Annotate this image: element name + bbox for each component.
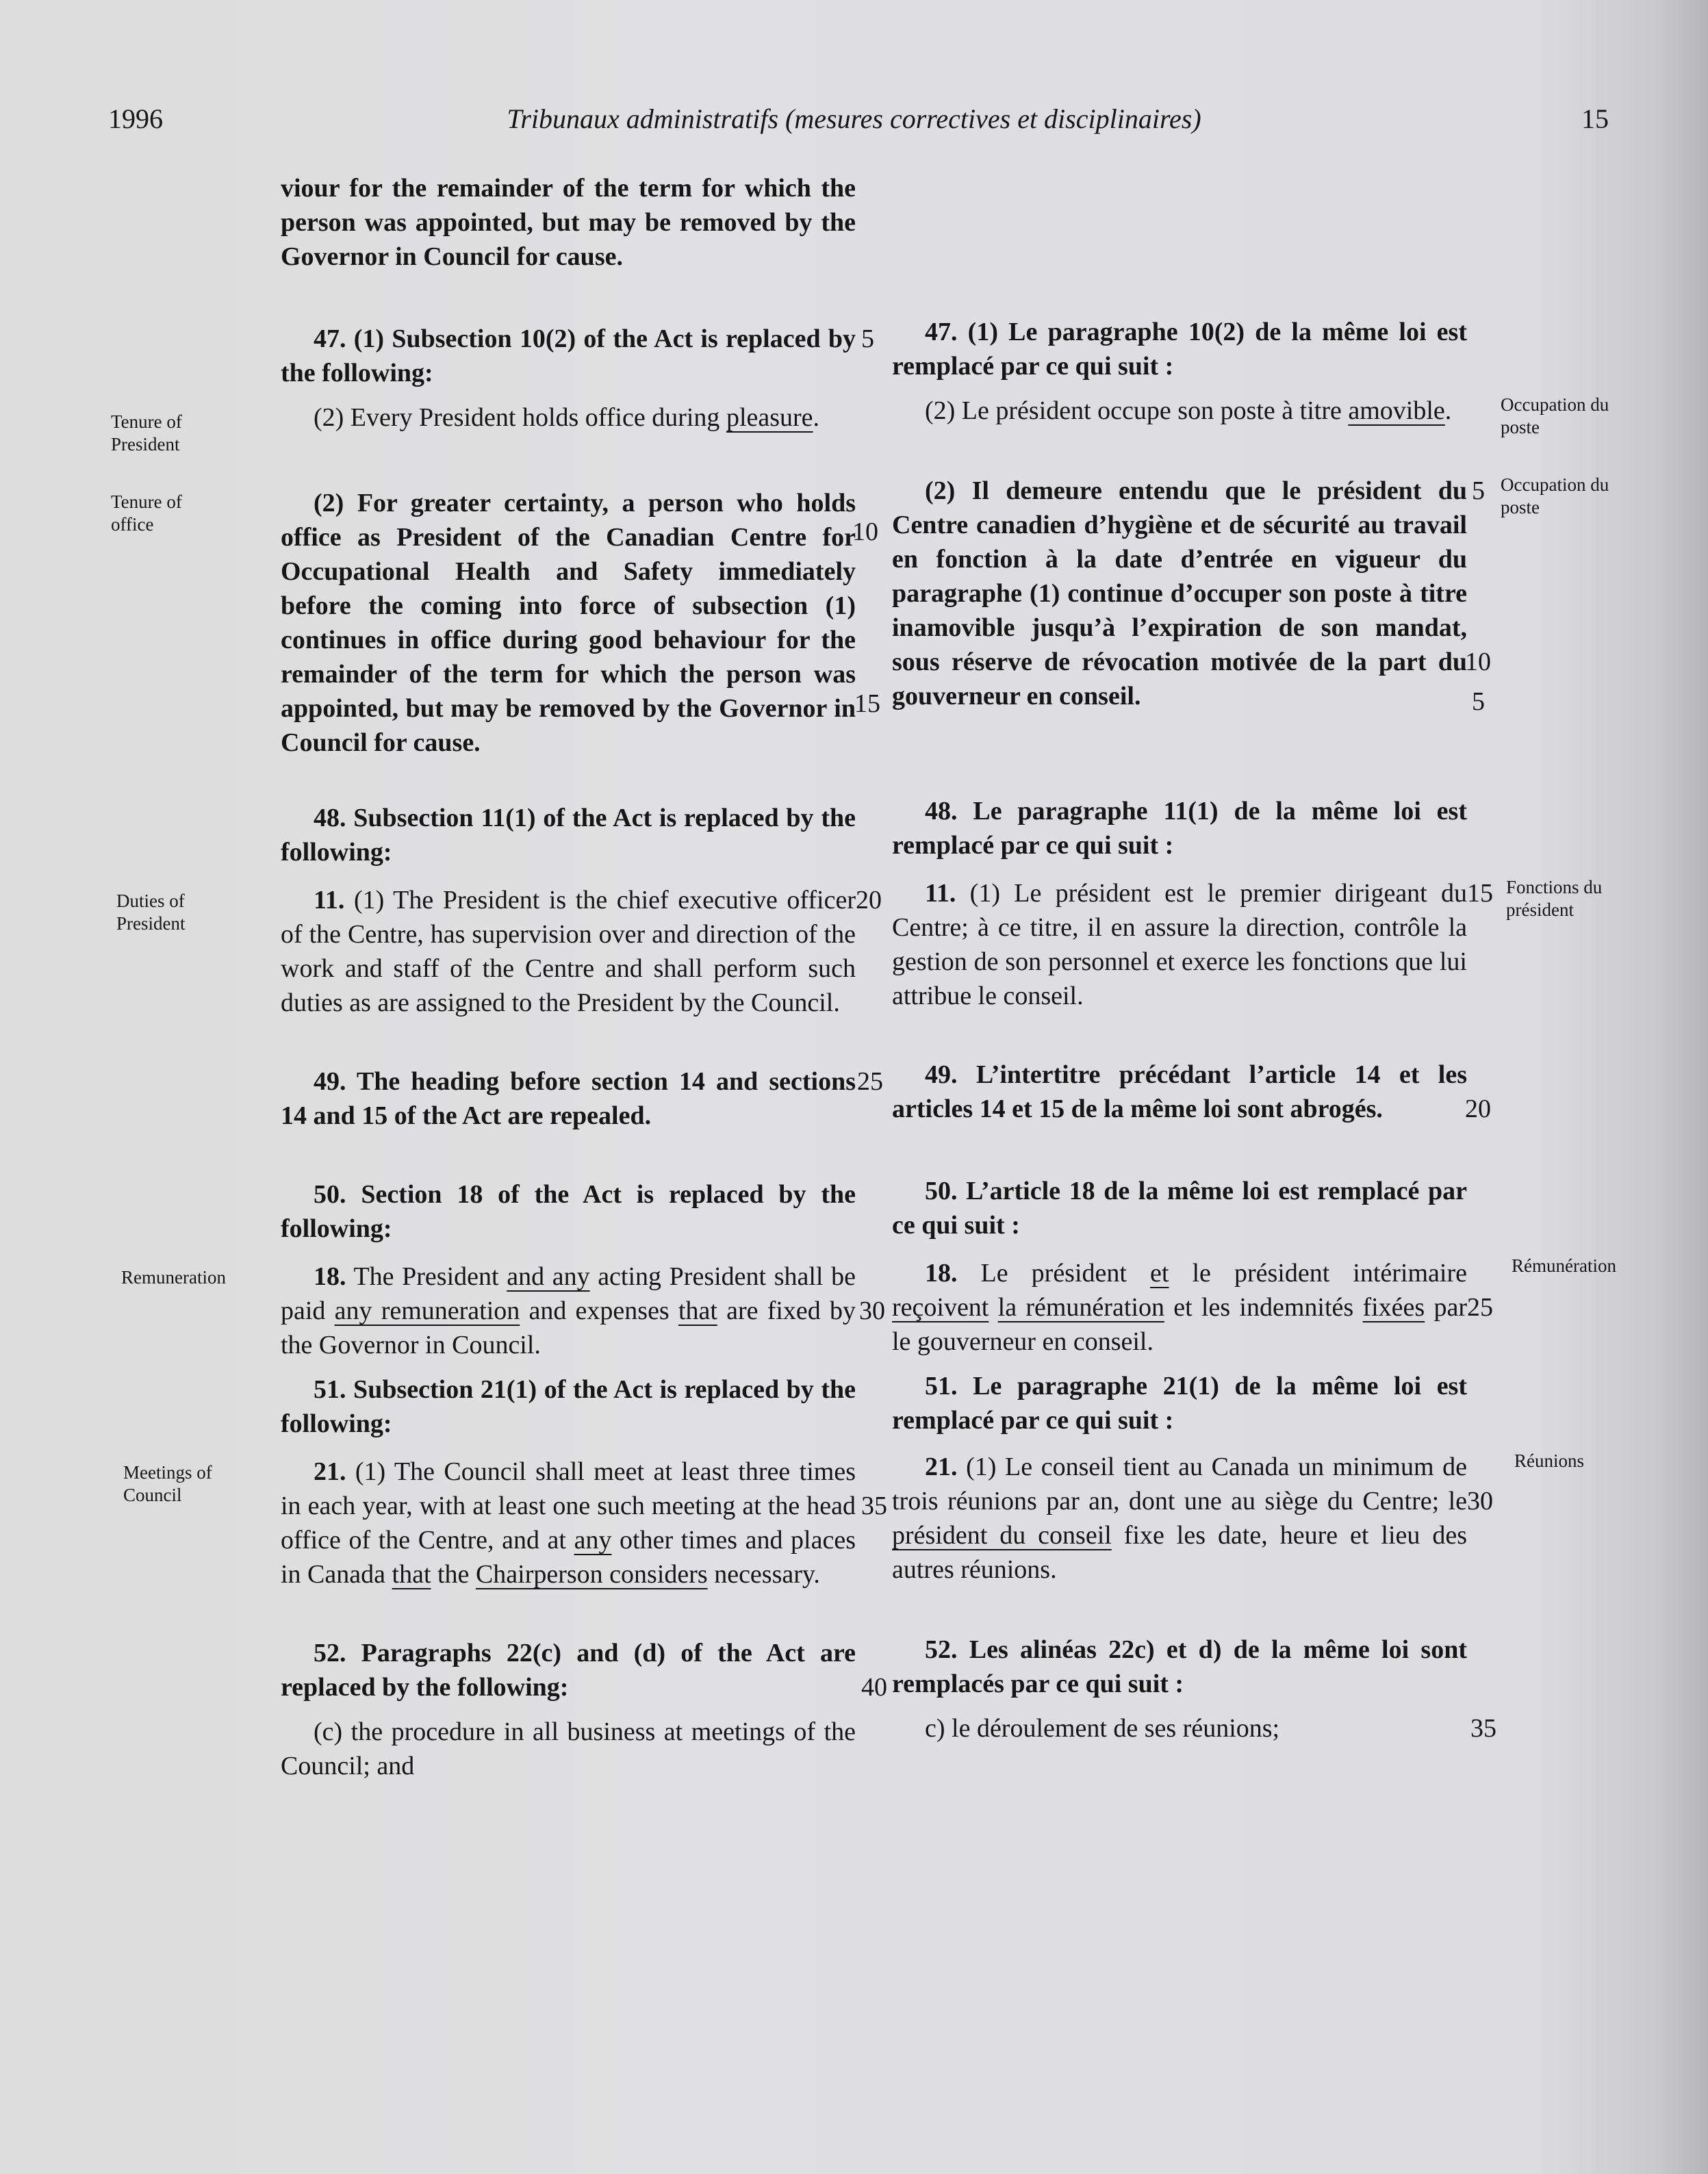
en-clause-51-heading: 51. Subsection 21(1) of the Act is replaced by the following: (281, 1375, 856, 1438)
line-number: 15 (1467, 879, 1493, 908)
line-number: 30 (859, 1296, 885, 1325)
en-paragraph-22c: (c) the procedure in all business at meetings of the Council; and (281, 1717, 856, 1780)
line-number: 35 (1470, 1714, 1496, 1743)
fr-clause-50-heading: 50. L’article 18 de la même loi est remplacé par ce qui suit : (892, 1177, 1467, 1240)
en-section-18: 18. The President and any acting President shall be paid any remuneration and expenses that are fixed by the Governor in Council. (281, 1262, 856, 1359)
fr-section-21-1: 21. (1) Le conseil tient au Canada un minimum de trois réunions par an, dont une au siège du Centre; le président du conseil fixe les date, heure et lieu des autres réunions. (892, 1453, 1467, 1584)
line-number: 5 (861, 324, 874, 353)
line-number: 25 (1467, 1293, 1493, 1322)
side-note-tenure-office: Tenure of office (111, 491, 182, 535)
line-number: 15 (854, 689, 880, 718)
side-note-duties: Duties of President (116, 891, 186, 934)
en-clause-52-heading: 52. Paragraphs 22(c) and (d) of the Act are replaced by the following: (281, 1639, 856, 1702)
en-clause-50-heading: 50. Section 18 of the Act is replaced by the following: (281, 1180, 856, 1243)
page-number: 15 (1581, 103, 1609, 134)
line-number: 10 (852, 517, 878, 546)
en-clause-47-heading: 47. (1) Subsection 10(2) of the Act is replaced by the following: (281, 324, 856, 387)
line-number: 20 (1465, 1095, 1491, 1123)
en-section-21-1: 21. (1) The Council shall meet at least three times in each year, with at least one such meeting at the head office of the Centre, and at any other times and places in Canada that the Chairperson considers necessary. (281, 1457, 856, 1589)
en-subsection-10-2: (2) Every President holds office during pleasure. (314, 403, 820, 432)
side-note-occupation-2: Occupation du poste (1501, 474, 1609, 517)
fr-clause-48-heading: 48. Le paragraphe 11(1) de la même loi est remplacé par ce qui suit : (892, 797, 1467, 860)
side-note-occupation-1: Occupation du poste (1501, 394, 1609, 437)
line-number: 5 (1472, 687, 1485, 716)
en-clause-48-heading: 48. Subsection 11(1) of the Act is replaced by the following: (281, 804, 856, 867)
line-number: 20 (856, 886, 882, 915)
fr-clause-49-heading: 49. L’intertitre précédant l’article 14 et les articles 14 et 15 de la même loi sont abrogés. (892, 1060, 1467, 1123)
line-number: 35 (861, 1492, 887, 1520)
en-transitional-10-2: (2) For greater certainty, a person who holds office as President of the Canadian Centre for Occupational Health and Safety immediately before the coming into force of subsection (1) continues in office during good behaviour for the remainder of the term for which the person was appointed, but may be removed by the Governor in Council for cause. (281, 489, 856, 757)
fr-transitional-10-2: (2) Il demeure entendu que le président du Centre canadien d’hygiène et de sécurité au travail en fonction à la date d’entrée en vigueur du paragraphe (1) continue d’occuper son poste à titre inamovible jusqu’à l’expiration de son mandat, sous réserve de révocation motivée de la part du gouverneur en conseil. (892, 476, 1467, 711)
running-title: Tribunaux administratifs (mesures correctives et disciplinaires) (507, 103, 1201, 134)
side-note-remuneration: Remuneration (121, 1267, 226, 1288)
side-note-reunions: Réunions (1514, 1450, 1585, 1471)
side-note-fonctions: Fonctions du président (1506, 877, 1603, 920)
side-note-remuneration-fr: Rémunération (1512, 1255, 1616, 1276)
fr-section-11-1: 11. (1) Le président est le premier dirigeant du Centre; à ce titre, il en assure la direction, contrôle la gestion de son personnel et exerce les fonctions que lui attribue le conseil. (892, 879, 1467, 1010)
en-section-11-1: 11. (1) The President is the chief executive officer of the Centre, has supervision over and direction of the work and staff of the Centre and shall perform such duties as are assigned to the President by the Council. (281, 886, 856, 1017)
side-note-tenure-president: Tenure of President (111, 411, 182, 455)
line-number: 40 (861, 1673, 887, 1702)
fr-section-18: 18. Le président et le président intérimaire reçoivent la rémunération et les indemnités fixées par le gouverneur en conseil. (892, 1259, 1468, 1356)
line-number: 30 (1467, 1487, 1493, 1516)
line-number: 25 (857, 1067, 883, 1096)
fr-paragraph-22c: c) le déroulement de ses réunions; (925, 1714, 1280, 1743)
en-carryover-text: viour for the remainder of the term for which the person was appointed, but may be removed by the Governor in Council for cause. (281, 174, 856, 271)
en-clause-49-heading: 49. The heading before section 14 and sections 14 and 15 of the Act are repealed. (281, 1067, 856, 1130)
fr-clause-52-heading: 52. Les alinéas 22c) et d) de la même loi sont remplacés par ce qui suit : (892, 1635, 1467, 1698)
line-number: 5 (1472, 476, 1485, 505)
fr-clause-51-heading: 51. Le paragraphe 21(1) de la même loi est remplacé par ce qui suit : (892, 1372, 1467, 1435)
line-number: 10 (1465, 648, 1491, 676)
year: 1996 (108, 103, 163, 134)
fr-clause-47-heading: 47. (1) Le paragraphe 10(2) de la même loi est remplacé par ce qui suit : (892, 318, 1467, 381)
side-note-meetings: Meetings of Council (123, 1462, 212, 1505)
fr-subsection-10-2: (2) Le président occupe son poste à titre amovible. (925, 396, 1452, 425)
